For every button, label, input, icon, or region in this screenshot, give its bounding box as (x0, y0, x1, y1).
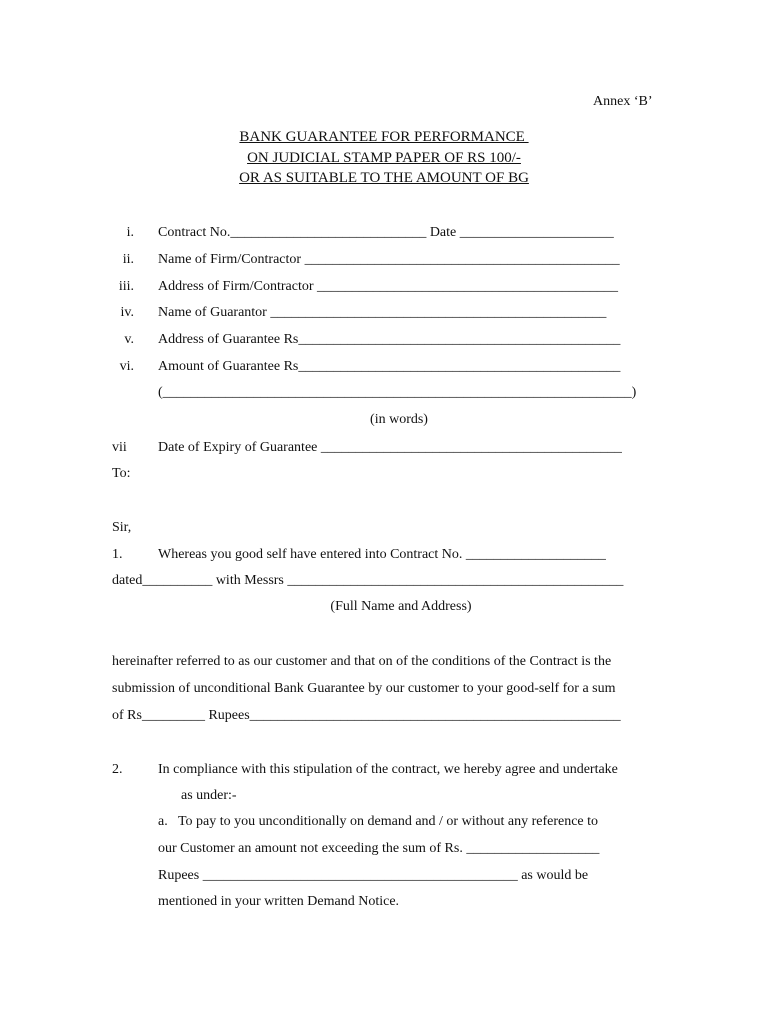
full-name-caption: (Full Name and Address) (330, 599, 472, 614)
para2-line: In compliance with this stipulation of the contract, we hereby agree and undertake (158, 762, 618, 777)
title-line-3: OR AS SUITABLE TO THE AMOUNT OF BG (239, 170, 529, 186)
item-number: ii. (122, 252, 134, 267)
body-line: submission of unconditional Bank Guarantee by our customer to your good-self for a sum (112, 681, 616, 696)
guarantee-amount-field: Amount of Guarantee Rs______________________________________________ (158, 359, 621, 374)
addressee-label: To: (112, 466, 131, 481)
para2-line: as under:- (181, 788, 237, 803)
in-words-caption: (in words) (370, 412, 428, 427)
item-number: iii. (118, 279, 134, 294)
sub-clause-line: Rupees _____________________________________________ as would be (158, 868, 589, 883)
annex-label: Annex ‘B’ (593, 94, 653, 109)
para1-line: dated__________ with Messrs ________________________________________________ (112, 573, 624, 588)
item-number: vi. (119, 359, 134, 374)
body-line: hereinafter referred to as our customer and that on of the conditions of the Contract is the (112, 654, 612, 669)
sub-clause-line: mentioned in your written Demand Notice. (158, 894, 400, 909)
firm-name-field: Name of Firm/Contractor _____________________________________________ (158, 252, 620, 267)
item-number: v. (124, 332, 134, 347)
body-line: of Rs_________ Rupees_____________________________________________________ (112, 708, 621, 723)
sub-clause-line: our Customer an amount not exceeding the sum of Rs. ___________________ (158, 841, 600, 856)
title-line-1: BANK GUARANTEE FOR PERFORMANCE (239, 129, 529, 145)
firm-address-field: Address of Firm/Contractor ___________________________________________ (158, 279, 619, 294)
para-number: 1. (112, 547, 123, 562)
item-number: vii (112, 440, 127, 455)
guarantee-address-field: Address of Guarantee Rs______________________________________________ (158, 332, 621, 347)
para1-line: Whereas you good self have entered into Contract No. ____________________ (158, 547, 606, 562)
para-number: 2. (112, 762, 123, 777)
salutation: Sir, (112, 520, 132, 535)
item-number: iv. (120, 305, 134, 320)
guarantor-name-field: Name of Guarantor ________________________________________________ (158, 305, 607, 320)
sub-clause-line: a. To pay to you unconditionally on demand and / or without any reference to (158, 814, 599, 829)
expiry-date-field: Date of Expiry of Guarantee ___________________________________________ (158, 440, 622, 455)
contract-no-field: Contract No.____________________________ Date ______________________ (158, 225, 614, 240)
title-line-2: ON JUDICIAL STAMP PAPER OF RS 100/- (247, 150, 521, 166)
item-number: i. (126, 225, 134, 240)
amount-in-words-blank: (___________________________________________________________________) (158, 385, 637, 400)
